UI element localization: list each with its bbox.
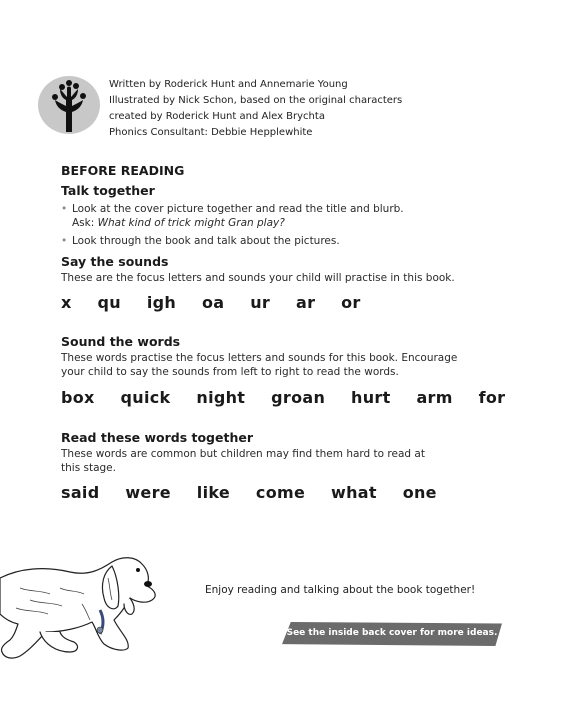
credit-line: Illustrated by Nick Schon, based on the original characters	[109, 95, 403, 106]
tricky-word: were	[125, 483, 171, 502]
more-ideas-banner	[282, 622, 502, 646]
talk-together-heading: Talk together	[61, 183, 155, 198]
before-reading-heading: BEFORE READING	[61, 163, 185, 178]
tricky-word: like	[196, 483, 231, 502]
practice-word: for	[478, 388, 506, 407]
bullet-dot: •	[61, 235, 68, 247]
focus-sound: or	[341, 293, 361, 312]
practice-word: night	[196, 388, 246, 407]
focus-sound: qu	[97, 293, 121, 312]
sound-words-heading: Sound the words	[61, 334, 181, 349]
practice-word: hurt	[351, 388, 391, 407]
read-together-heading: Read these words together	[61, 430, 254, 445]
bullet-cover	[61, 202, 404, 230]
focus-sound: ur	[250, 293, 271, 312]
text-line: These words practise the focus letters and sounds for this book. Encourage	[61, 352, 458, 364]
focus-sound: oa	[201, 293, 225, 312]
bullet-dot: •	[61, 203, 68, 215]
bullet-text: Look through the book and talk about the pictures.	[72, 235, 340, 247]
credit-line: created by Roderick Hunt and Alex Brychta	[109, 111, 325, 122]
ask-question: What kind of trick might Gran play?	[97, 217, 285, 229]
focus-sound: igh	[146, 293, 177, 312]
more-ideas-label: See the inside back cover for more ideas.	[286, 628, 498, 638]
text-line: this stage.	[61, 462, 116, 474]
sound-words-row	[61, 388, 525, 407]
tricky-words-row	[61, 483, 457, 502]
tricky-word: come	[255, 483, 306, 502]
read-together-text	[61, 447, 425, 475]
practice-word: arm	[416, 388, 453, 407]
tree-icon	[38, 74, 100, 136]
tricky-word: said	[61, 483, 100, 502]
credit-line: Phonics Consultant: Debbie Hepplewhite	[109, 127, 313, 138]
credit-line: Written by Roderick Hunt and Annemarie Young	[109, 79, 348, 90]
credit-lines	[109, 77, 402, 141]
ask-label: Ask:	[72, 217, 98, 229]
bullet-text: Look at the cover picture together and read the title and blurb.	[72, 203, 404, 215]
sound-words-text	[61, 351, 457, 379]
text-line: These words are common but children may find them hard to read at	[61, 448, 425, 460]
text-line: your child to say the sounds from left to right to read the words.	[61, 366, 399, 378]
say-sounds-heading: Say the sounds	[61, 254, 169, 269]
bullet-look-through	[61, 234, 340, 248]
focus-sound: ar	[295, 293, 316, 312]
enjoy-reading-text: Enjoy reading and talking about the book together!	[205, 584, 476, 596]
practice-word: groan	[271, 388, 326, 407]
credits-block	[38, 72, 498, 142]
tricky-word: what	[330, 483, 377, 502]
focus-sound: x	[61, 293, 72, 312]
practice-word: quick	[120, 388, 171, 407]
dog-illustration	[0, 548, 165, 668]
practice-word: box	[61, 388, 95, 407]
tricky-word: one	[402, 483, 437, 502]
sounds-row	[61, 293, 381, 312]
say-sounds-text: These are the focus letters and sounds your child will practise in this book.	[61, 272, 455, 284]
